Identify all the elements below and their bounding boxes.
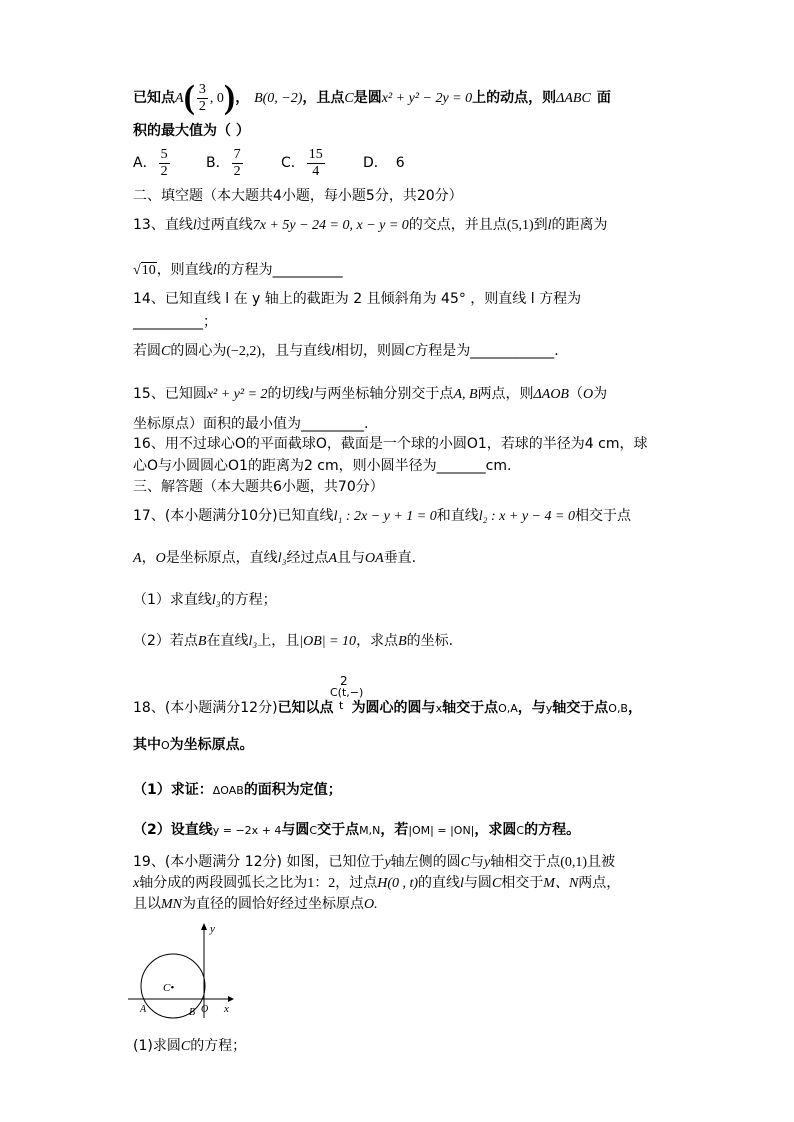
- q13-line2: [133, 260, 343, 281]
- q19-l2-b: 轴分成的两段圆弧长之比为: [139, 875, 308, 891]
- q18-p1-tri: ΔOAB: [212, 784, 244, 797]
- q17-p1-b: l₃: [211, 593, 221, 608]
- q18-y: y: [545, 702, 553, 715]
- q18-p1-a: （1）求证：: [133, 782, 213, 798]
- q17-p1-a: （1）求直线: [133, 592, 212, 608]
- q13-pt: (5,1): [506, 218, 534, 233]
- q17-p2-g: ，求点: [356, 633, 399, 649]
- option-c-frac: [307, 147, 325, 180]
- q12-text-a: 已知点: [133, 90, 175, 106]
- q18-part1: [133, 780, 342, 801]
- q15-a: 15、已知圆: [133, 386, 207, 402]
- option-b-frac: [232, 147, 243, 180]
- q19-MN: M、N: [543, 876, 579, 891]
- x-axis-label: x: [224, 1003, 229, 1015]
- q19-l2-e: 与圆: [463, 875, 492, 891]
- q14-l: l: [331, 344, 335, 359]
- q17-h: 且与: [337, 550, 366, 566]
- y-axis-arrow-icon: [201, 923, 207, 930]
- q18-p2-C2: C: [516, 824, 525, 837]
- q17-l2: l₂ : x + y − 4 = 0: [478, 509, 575, 524]
- q16-line1: 16、用不过球心O的平面截球O，截面是一个球的小圆O1，若球的半径为4 cm，球: [133, 436, 648, 452]
- q17-c: 相交于点: [574, 508, 631, 524]
- q19-line2: [133, 873, 620, 894]
- q19-l3-b: 为直径的圆恰好经过坐标原点: [182, 896, 364, 912]
- option-d: [363, 145, 405, 181]
- frac-den: 2: [233, 163, 241, 179]
- q19-a: 19、(本小题满分 12分) 如图，已知位于: [133, 854, 385, 870]
- q15-eq: x² + y² = 2: [206, 387, 268, 402]
- q19-p1-b: 的方程；: [190, 1038, 247, 1054]
- q17-p1-c: 的方程；: [220, 592, 277, 608]
- q19-p1-C: C: [180, 1039, 191, 1054]
- q13-l: l: [192, 218, 197, 233]
- q17-d: 是坐标原点，直线: [165, 550, 278, 566]
- q15-o: O: [582, 387, 594, 402]
- q12-point-a: A: [175, 91, 184, 106]
- q15-l: l: [309, 387, 314, 402]
- q12-a-frac: [197, 82, 208, 115]
- q15-f: 为: [593, 386, 608, 402]
- q17-O: O: [155, 551, 166, 566]
- origin-label: O: [201, 1004, 209, 1015]
- option-c-label: C．: [281, 155, 305, 171]
- q19-x: x: [133, 876, 140, 891]
- q17-A: A: [133, 551, 142, 566]
- frac-num: 3: [198, 81, 206, 97]
- option-a-frac: [159, 147, 170, 180]
- q17-j: 垂直.: [383, 550, 417, 566]
- q15-c: 与两坐标轴分别交于点: [313, 386, 454, 402]
- q18-g: ，: [627, 700, 642, 716]
- q15-line1: [133, 384, 607, 405]
- q19-line3: [133, 894, 378, 915]
- q14-line2: __________；: [133, 314, 217, 330]
- q14-c-text: ，且与直线: [261, 343, 332, 359]
- q18-c: 为圆心的圆与: [351, 700, 436, 716]
- q12-text-d: 是圆: [353, 90, 382, 106]
- q19-l2-d: 的直线: [418, 875, 461, 891]
- q15-line2: 坐标原点）面积的最小值为_________.: [133, 416, 369, 432]
- option-b: [206, 145, 245, 181]
- q12-point-b: B(0, −2): [254, 91, 303, 106]
- q13-l3: l: [212, 263, 217, 278]
- q19-figure: [128, 920, 238, 1020]
- q13-sqrt-val: 10: [141, 263, 156, 278]
- q19-C2: C: [491, 876, 502, 891]
- option-d-value: 6: [395, 155, 405, 171]
- frac-num: 7: [233, 146, 241, 162]
- q19-y2: y: [484, 855, 491, 870]
- q19-b: 轴左侧的圆: [390, 854, 461, 870]
- frac-den: 2: [160, 163, 168, 179]
- q17-line2: [133, 548, 416, 569]
- q12-line1: [133, 78, 611, 118]
- q15-d: 两点，则: [477, 386, 534, 402]
- q18-line1: [133, 698, 642, 719]
- q19-p1-a: (1)求圆: [133, 1038, 181, 1054]
- q19-l3-MN: MN: [161, 897, 182, 912]
- q17-a: 17、(本小题满分10分)已知直线: [133, 508, 334, 524]
- q13-b: 过两直线: [196, 217, 253, 233]
- q14-c: C: [161, 344, 171, 359]
- q18-p2-eq: y = −2x + 4: [212, 824, 282, 837]
- q18-p1-b: 的面积为定值；: [243, 782, 342, 798]
- q18-p2-a: （2）设直线: [133, 822, 213, 838]
- q17-b: 和直线: [436, 508, 479, 524]
- sqrt-icon: √: [133, 263, 141, 278]
- q19-C: C: [460, 855, 471, 870]
- q19-part1: [133, 1036, 246, 1057]
- q18-f: 轴交于点: [552, 700, 609, 716]
- q19-l2-g: 两点，: [578, 875, 621, 891]
- option-b-label: B．: [206, 155, 230, 171]
- q17-p2-e: 上，且: [257, 633, 300, 649]
- section-3-heading: 三、解答题（本大题共6小题，共70分）: [133, 479, 384, 495]
- q17-A2: A: [328, 551, 338, 566]
- q18-p2-C: C: [309, 824, 318, 837]
- q17-l3: l₃: [277, 551, 287, 566]
- q12-text-b: ，: [235, 90, 255, 106]
- q14-b: 的圆心为: [170, 343, 227, 359]
- q12-point-c: C: [344, 91, 354, 106]
- q19-d: 轴相交于点: [490, 854, 561, 870]
- q12-text-f: 面: [596, 90, 611, 106]
- q17-line1: [133, 506, 631, 527]
- q14-c2: C: [404, 344, 415, 359]
- q17-comma: ，: [141, 550, 156, 566]
- q15-pts: A, B: [453, 387, 478, 402]
- q18-l2-O: O: [161, 739, 170, 752]
- q19-e: 且被: [587, 854, 616, 870]
- q19-l3-a: 且以: [133, 896, 161, 912]
- right-paren: ): [223, 79, 236, 116]
- q18-b: 已知以点: [277, 700, 334, 716]
- q18-frac-num: 2: [340, 674, 348, 688]
- q13-d: 到: [533, 217, 548, 233]
- q19-l: l: [460, 876, 464, 891]
- q14-line3: [133, 341, 559, 362]
- q12-a-tail: , 0: [209, 91, 224, 106]
- q17-OA: OA: [365, 551, 384, 566]
- q14-a: 若圆: [133, 343, 161, 359]
- option-c: [281, 145, 327, 181]
- q18-p2-d: ，若: [380, 822, 409, 838]
- q18-p2-e: ，求圆: [474, 822, 517, 838]
- y-axis-label: y: [210, 923, 215, 935]
- q17-part1: [133, 590, 277, 611]
- q18-p2-cond: |OM| = |ON|: [408, 824, 475, 837]
- frac-den: 2: [198, 98, 206, 114]
- q17-p2-c: 在直线: [206, 633, 249, 649]
- q18-a: 18、(本小题满分12分): [133, 700, 278, 716]
- frac-num: 5: [160, 146, 168, 162]
- q15-e: （: [568, 386, 583, 402]
- q18-x: x: [435, 702, 443, 715]
- x-axis-arrow-icon: [228, 996, 234, 1002]
- q14-line1: 14、已知直线 l 在 y 轴上的截距为 2 且倾斜角为 45° ，则直线 l 方程为: [133, 291, 582, 307]
- q19-l2-f: 相交于: [501, 875, 544, 891]
- q17-p2-a: （2）若点: [133, 633, 198, 649]
- q19-line1: [133, 852, 615, 873]
- q18-p2-b: 与圆: [281, 822, 310, 838]
- q15-b: 的切线: [267, 386, 310, 402]
- q17-p2-d: l₃: [248, 634, 258, 649]
- q18-p2-MN: M,N: [359, 824, 381, 837]
- q18-d: 轴交于点: [442, 700, 499, 716]
- q17-l1: l₁ : 2x − y + 1 = 0: [333, 509, 437, 524]
- q12-line2: 积的最大值为（ ）: [133, 123, 250, 139]
- q17-p2-f: |OB| = 10: [299, 634, 357, 649]
- option-d-label: D．: [363, 155, 388, 171]
- q13-line1: [133, 215, 608, 236]
- q14-center: (−2,2): [226, 344, 262, 359]
- q19-pt: (0,1): [560, 855, 588, 870]
- q13-eq: 7x + 5y − 24 = 0, x − y = 0: [252, 218, 409, 233]
- q18-l2-b: 为坐标原点。: [169, 737, 254, 753]
- left-paren: (: [183, 79, 195, 116]
- point-b-label: B: [189, 1007, 196, 1018]
- q19-y: y: [384, 855, 391, 870]
- q16-line2: 心O与小圆圆心O1的距离为2 cm，则小圆半径为_______cm.: [133, 458, 512, 474]
- q19-l2-c: ，过点: [335, 875, 378, 891]
- q14-e: 方程是为____________.: [414, 343, 559, 359]
- frac-den: 4: [312, 163, 320, 179]
- q12-circle-eq: x² + y² − 2y = 0: [381, 91, 473, 106]
- q13-l2: l: [547, 218, 552, 233]
- q12-text-e: 上的动点，则: [472, 90, 557, 106]
- center-c-label: C•: [163, 982, 175, 994]
- q18-line2: [133, 735, 254, 756]
- q13-a: 13、直线: [133, 217, 193, 233]
- option-a: [133, 145, 172, 181]
- section-2-heading: 二、填空题（本大题共4小题，每小题5分，共20分）: [133, 188, 463, 204]
- q17-p2-h: B: [398, 634, 407, 649]
- q17-part2: [133, 631, 453, 652]
- q18-frac-t: t: [339, 699, 344, 712]
- q18-OA: O,A: [498, 702, 518, 715]
- q19-H: H(0 , t): [377, 876, 419, 891]
- q12-text-c: ，且点: [302, 90, 345, 106]
- frac-num: 15: [308, 146, 323, 162]
- q17-p2-b: B: [197, 634, 207, 649]
- q18-l2-a: 其中: [133, 737, 161, 753]
- q17-p2-i: 的坐标.: [406, 633, 454, 649]
- point-a-label: A: [140, 1004, 147, 1015]
- q18-e: ，与: [517, 700, 546, 716]
- q18-p2-f: 的方程。: [524, 822, 581, 838]
- q19-ratio: 1：2: [307, 876, 336, 891]
- option-a-label: A．: [133, 155, 157, 171]
- q18-point-c: C(t,−): [330, 686, 364, 699]
- q18-part2: [133, 820, 580, 841]
- q14-d: 相切，则圆: [334, 343, 405, 359]
- q19-l3-O: O.: [364, 897, 378, 912]
- q13-g: 的方程为__________: [216, 262, 343, 278]
- q15-tri: ΔAOB: [533, 387, 569, 402]
- q18-p2-c: 交于点: [317, 822, 360, 838]
- q18-OB: O,B: [608, 702, 628, 715]
- q12-triangle: ΔABC: [556, 91, 591, 106]
- q19-c: 与: [470, 854, 485, 870]
- q13-e: 的距离为: [551, 217, 608, 233]
- q13-f: ，则直线: [156, 262, 213, 278]
- q17-f: 经过点: [286, 550, 329, 566]
- q13-c: 的交点，并且点: [408, 217, 507, 233]
